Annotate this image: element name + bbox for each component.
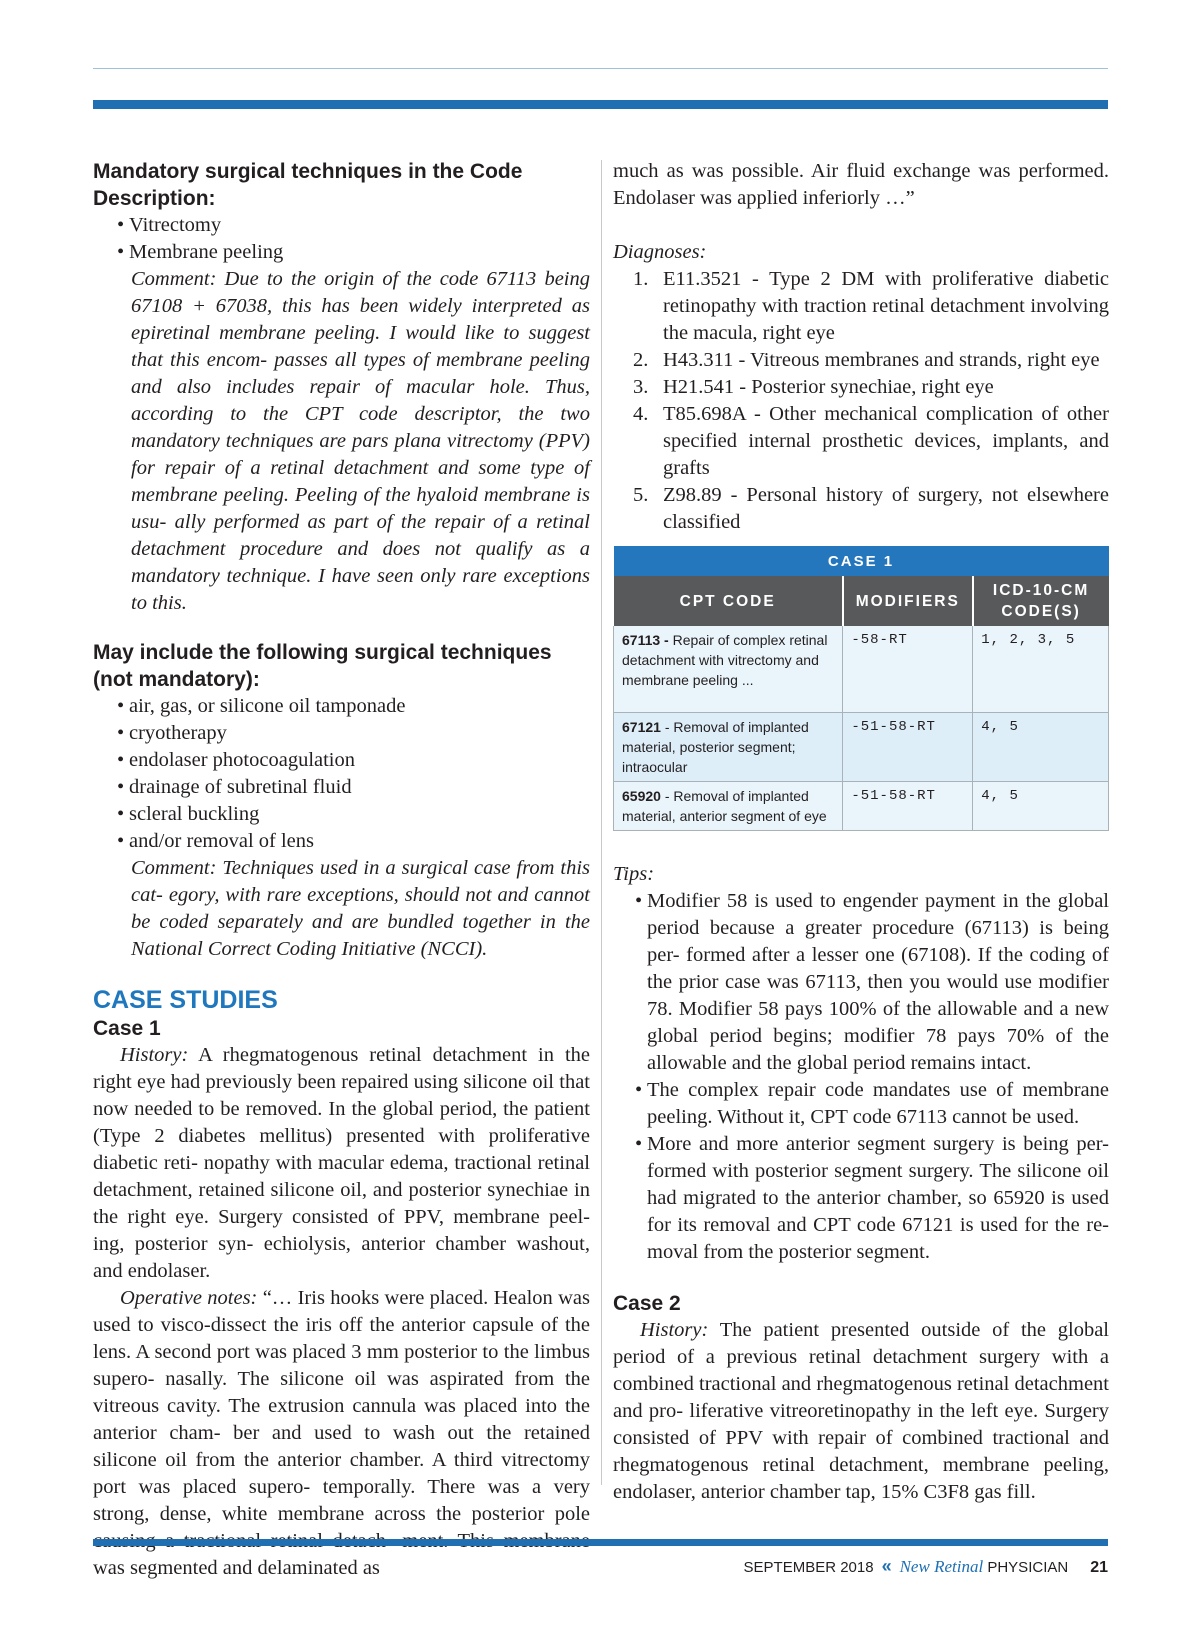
- cpt-description: - Removal of implanted material, anterior segment of eye: [622, 788, 827, 824]
- cpt-code: 65920: [622, 788, 661, 804]
- list-item: [613, 347, 1109, 374]
- list-item: • cryotherapy: [117, 720, 590, 747]
- mandatory-list: [93, 212, 590, 266]
- case2-history-label: History:: [640, 1319, 709, 1341]
- cpt-code: 67121: [622, 719, 661, 735]
- list-item: [613, 401, 1109, 482]
- list-item: • Membrane peeling: [117, 239, 590, 266]
- table-row: [614, 713, 1109, 782]
- list-item: • endolaser photocoagulation: [117, 747, 590, 774]
- table-cell-modifiers: -58-RT: [843, 626, 973, 713]
- table-cell-icd: 1, 2, 3, 5: [973, 626, 1109, 713]
- case1-operative-notes: [93, 1285, 590, 1582]
- table-cell-cpt: [614, 782, 843, 831]
- diagnosis-text: H43.311 - Vitreous membranes and strands, right eye: [663, 349, 1100, 371]
- list-item: • air, gas, or silicone oil tamponade: [117, 693, 590, 720]
- diagnosis-text: T85.698A - Other mechanical complication of other specified internal prosthetic devices, implants, and grafts: [663, 403, 1109, 479]
- diagnosis-text: E11.3521 - Type 2 DM with proliferative diabetic retinopathy with traction retinal detachment involving the macula, right eye: [663, 268, 1109, 344]
- list-item: [613, 374, 1109, 401]
- table-header-modifiers: MODIFIERS: [843, 576, 973, 626]
- table-cell-icd: 4, 5: [973, 782, 1109, 831]
- table-cell-modifiers: -51-58-RT: [843, 713, 973, 782]
- case1-history-text: A rhegmatogenous retinal detachment in the right eye had previously been repaired using silicone oil that now needed to be removed. In the global period, the patient (Type 2 diabetes mellitus) presented with proliferative diabetic reti- nopathy with macular edema, tractional retinal detachment, retained silicone oil, and posterior synechiae in the right eye. Surgery consisted of PPV, membrane peel- ing, posterior syn- echiolysis, anterior chamber washout, and endolaser.: [93, 1044, 590, 1282]
- diagnosis-number: 2.: [633, 349, 649, 371]
- table-row: [614, 782, 1109, 831]
- top-rule-thick: [93, 100, 1108, 109]
- top-rule-thin: [93, 68, 1108, 69]
- cpt-code: 67113 -: [622, 632, 669, 648]
- page-footer: [744, 1556, 1108, 1577]
- left-column: [93, 158, 590, 1582]
- table-header-cpt: CPT CODE: [614, 576, 843, 626]
- list-item: • Vitrectomy: [117, 212, 590, 239]
- table-caption: CASE 1: [614, 546, 1109, 576]
- diagnosis-number: 4.: [633, 403, 649, 425]
- diagnosis-number: 1.: [633, 268, 649, 290]
- table-cell-cpt: [614, 713, 843, 782]
- case1-history: [93, 1042, 590, 1285]
- optional-list: [93, 693, 590, 855]
- diagnosis-text: H21.541 - Posterior synechiae, right eye: [663, 376, 994, 398]
- diagnosis-number: 5.: [633, 484, 649, 506]
- bottom-rule: [93, 1539, 1108, 1546]
- page-number: 21: [1090, 1559, 1108, 1576]
- right-column: [613, 158, 1109, 1506]
- list-item: • and/or removal of lens: [117, 828, 590, 855]
- optional-heading-line2: (not mandatory):: [93, 668, 260, 691]
- tips-label: Tips:: [613, 863, 655, 885]
- optional-heading-line1: May include the following surgical techniques: [93, 641, 552, 664]
- table-row: [614, 626, 1109, 713]
- case2-history-text: The patient presented outside of the global period of a previous retinal detachment surgery with a combined tractional and rhegmatogenous retinal detachment and pro- liferative vitreoretinopathy in the left eye. Surgery consisted of PPV with repair of combined tractional and rhegmatogenous retinal detachment, membrane peeling, endolaser, anterior chamber tap, 15% C3F8 gas fill.: [613, 1319, 1109, 1503]
- diagnoses-label: Diagnoses:: [613, 241, 707, 263]
- mandatory-heading-line1: Mandatory surgical techniques in the Code: [93, 160, 523, 183]
- case2-heading: Case 2: [613, 1292, 681, 1315]
- list-item: • Modifier 58 is used to engender payment in the global period because a greater procedure (67113) is being per- formed after a lesser one (67108). If the coding of the prior case was 67113, then you would use modifier 78. Modifier 58 pays 100% of the allowable and a new global period begins; modifier 78 pays 70% of the allowable and the global period remains intact.: [635, 888, 1109, 1077]
- case1-heading: Case 1: [93, 1017, 161, 1040]
- list-item: [613, 482, 1109, 536]
- case2-history: [613, 1317, 1109, 1506]
- mandatory-heading: [93, 158, 590, 212]
- column-divider: [601, 160, 602, 1485]
- case1-code-table: [613, 546, 1109, 831]
- table-cell-modifiers: -51-58-RT: [843, 782, 973, 831]
- case1-history-label: History:: [120, 1044, 189, 1066]
- cpt-description: - Removal of implanted material, posterior segment; intraocular: [622, 719, 809, 775]
- magazine-name: [900, 1557, 1069, 1577]
- magazine-name-caps: PHYSICIAN: [987, 1559, 1069, 1576]
- diagnoses-list: [613, 266, 1109, 536]
- table-cell-cpt: [614, 626, 843, 713]
- list-item: • More and more anterior segment surgery is being per- formed with posterior segment surgery. The silicone oil had migrated to the anterior chamber, so 65920 is used for its removal and CPT code 67121 is used for the re- moval from the posterior segment.: [635, 1131, 1109, 1266]
- case-studies-heading: CASE STUDIES: [93, 986, 278, 1014]
- mandatory-comment: Comment: Due to the origin of the code 67113 being 67108 + 67038, this has been widely interpreted as epiretinal membrane peeling. I would like to suggest that this encom- passes all types of membrane peeling and also includes repair of macular hole. Thus, according to the CPT code descriptor, the two mandatory techniques are pars plana vitrectomy (PPV) for repair of a retinal detachment and some type of membrane peeling. Peeling of the hyaloid membrane is usu- ally performed as part of the repair of a retinal detachment procedure and does not qualify as a mandatory technique. I have seen only rare exceptions to this.: [131, 268, 590, 614]
- diagnosis-number: 3.: [633, 376, 649, 398]
- list-item: [613, 266, 1109, 347]
- list-item: • drainage of subretinal fluid: [117, 774, 590, 801]
- diagnosis-text: Z98.89 - Personal history of surgery, not elsewhere classified: [663, 484, 1109, 533]
- list-item: • scleral buckling: [117, 801, 590, 828]
- optional-comment: Comment: Techniques used in a surgical case from this cat- egory, with rare exceptions, should not and cannot be coded separately and are bundled together in the National Correct Coding Initiative (NCCI).: [131, 857, 590, 960]
- tips-list: [613, 888, 1109, 1266]
- footer-date: SEPTEMBER 2018: [743, 1559, 874, 1576]
- case1-opnotes-text: “… Iris hooks were placed. Healon was used to visco-dissect the iris off the anterior capsule of the lens. A second port was placed 3 mm posterior to the limbus supero- nasally. The silicone oil was aspirated from the vitreous cavity. The extrusion cannula was placed into the anterior cham- ber and used to wash out the retained silicone oil from the anterior chamber. A third vitrectomy port was placed supero- temporally. There was a very strong, dense, white membrane across the posterior pole was segmented and delaminated as: [93, 1287, 590, 1579]
- magazine-name-italic: New Retinal: [899, 1557, 984, 1576]
- cpt-description: Repair of complex retinal detachment with vitrectomy and membrane peeling ...: [622, 632, 828, 688]
- table-cell-icd: 4, 5: [973, 713, 1109, 782]
- case1-continued-text: much as was possible. Air fluid exchange was performed. Endolaser was applied inferiorly …”: [613, 160, 1109, 209]
- case1-opnotes-label: Operative notes:: [120, 1287, 258, 1309]
- table-header-icd: ICD-10-CM CODE(S): [973, 576, 1109, 626]
- mandatory-heading-line2: Description:: [93, 187, 216, 210]
- chevron-left-icon: «: [881, 1556, 892, 1576]
- list-item: • The complex repair code mandates use of membrane peeling. Without it, CPT code 67113 cannot be used.: [635, 1077, 1109, 1131]
- optional-heading: [93, 639, 590, 693]
